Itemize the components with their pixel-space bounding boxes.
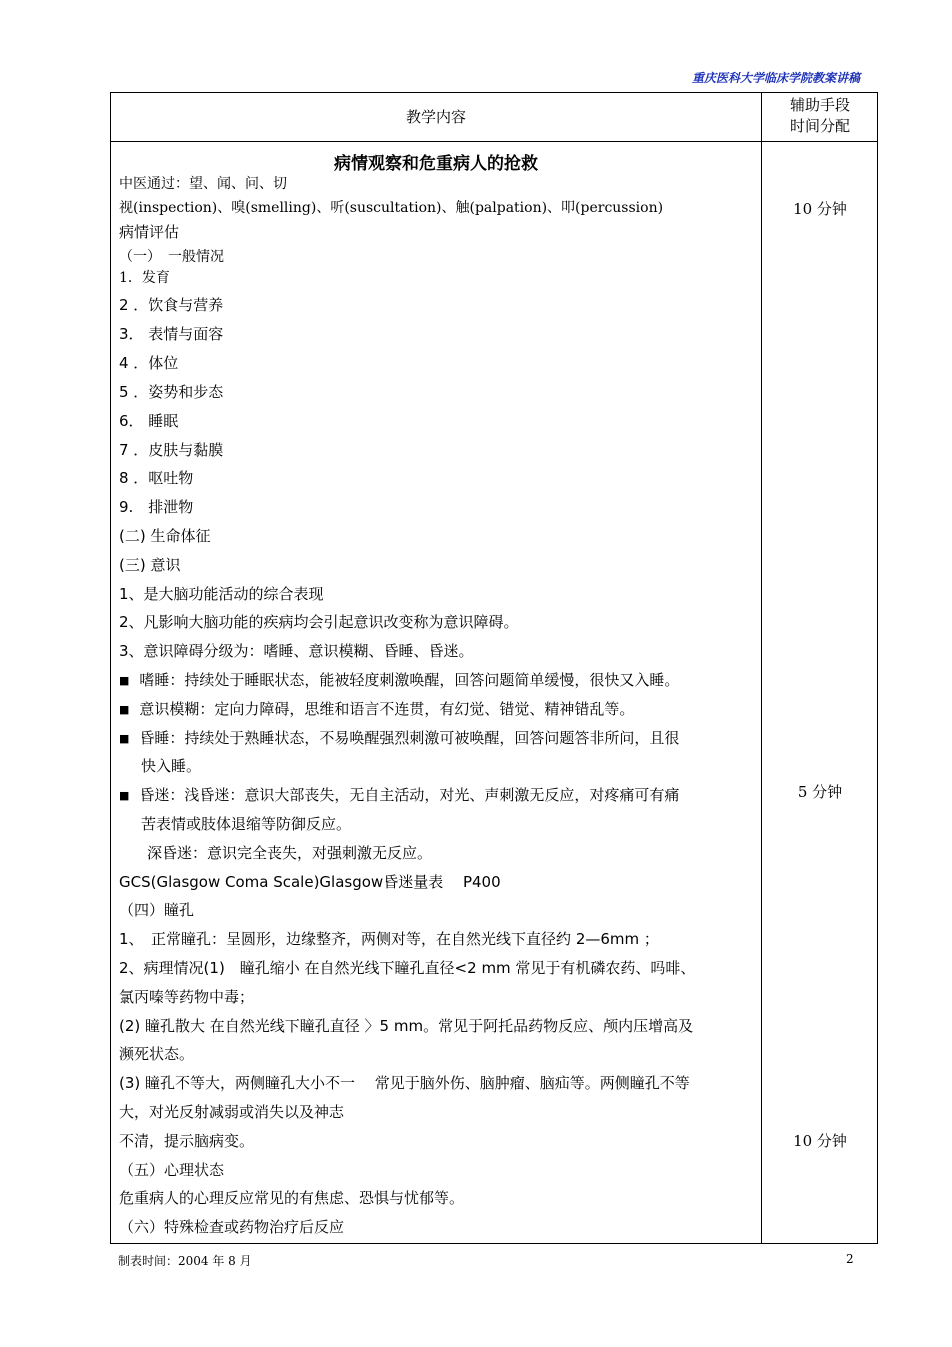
text-line: 6． 睡眠 xyxy=(119,412,179,430)
text-line: 8 ．呕吐物 xyxy=(119,469,194,487)
text-line: 视(inspection)、嗅(smelling)、听(suscultation)、触(palpation)、叩(percussion) xyxy=(119,200,664,216)
text-line: （六）特殊检查或药物治疗后反应 xyxy=(119,1218,345,1236)
text-line: （一） 一般情况 xyxy=(119,249,224,265)
column-header-aux xyxy=(762,95,878,137)
text-line: 濒死状态。 xyxy=(119,1045,195,1063)
bullet-item: ■ 昏睡：持续处于熟睡状态，不易唤醒强烈刺激可被唤醒，回答问题答非所问，且很 xyxy=(119,727,679,748)
text-line: (二) 生命体征 xyxy=(119,527,211,545)
page-number: 2 xyxy=(846,1252,854,1266)
lesson-title: 病情观察和危重病人的抢救 xyxy=(334,154,538,174)
time-allocation: 5 分钟 xyxy=(797,783,843,801)
column-header-content: 教学内容 xyxy=(405,108,466,126)
time-allocation: 10 分钟 xyxy=(793,200,847,218)
text-line: (三) 意识 xyxy=(119,556,181,574)
text-line: 9. 排泄物 xyxy=(119,498,194,516)
text-line: 深昏迷：意识完全丧失，对强刺激无反应。 xyxy=(147,844,433,862)
text-line: 危重病人的心理反应常见的有焦虑、恐惧与忧郁等。 xyxy=(119,1189,465,1207)
document-header-brand: 重庆医科大学临床学院教案讲稿 xyxy=(691,71,860,85)
text-line: 不清，提示脑病变。 xyxy=(119,1132,255,1150)
text-line: 3． 表情与面容 xyxy=(119,325,224,343)
lesson-table xyxy=(110,92,878,1244)
text-line: GCS(Glasgow Coma Scale)Glasgow昏迷量表 P400 xyxy=(119,873,501,891)
header-divider xyxy=(111,141,877,142)
footer-date: 制表时间：2004 年 8 月 xyxy=(118,1254,252,1268)
text-line: 2、凡影响大脑功能的疾病均会引起意识改变称为意识障碍。 xyxy=(119,613,519,631)
text-line: （五）心理状态 xyxy=(119,1161,225,1179)
column-divider xyxy=(761,93,762,1243)
text-line: 大，对光反射减弱或消失以及神志 xyxy=(119,1103,345,1121)
text-line: 1．发育 xyxy=(119,270,170,286)
time-allocation: 10 分钟 xyxy=(793,1132,847,1150)
text-line: 1、是大脑功能活动的综合表现 xyxy=(119,585,324,603)
text-line: 快入睡。 xyxy=(141,757,202,775)
text-line: 2、病理情况(1) 瞳孔缩小 在自然光线下瞳孔直径<2 mm 常见于有机磷农药、吗啡、 xyxy=(119,959,696,977)
bullet-item: ■ 昏迷：浅昏迷：意识大部丧失，无自主活动，对光、声刺激无反应，对疼痛可有痛 xyxy=(119,784,679,805)
text-line: 5 ．姿势和步态 xyxy=(119,383,224,401)
text-line: 中医通过：望、闻、问、切 xyxy=(119,176,287,192)
text-line: 氯丙嗪等药物中毒； xyxy=(119,988,255,1006)
text-line: (3) 瞳孔不等大，两侧瞳孔大小不一 常见于脑外伤、脑肿瘤、脑疝等。两侧瞳孔不等 xyxy=(119,1074,690,1092)
text-line: 2 ．饮食与营养 xyxy=(119,296,224,314)
text-line: 3、意识障碍分级为：嗜睡、意识模糊、昏睡、昏迷。 xyxy=(119,642,474,660)
bullet-item: ■ 意识模糊：定向力障碍，思维和语言不连贯，有幻觉、错觉、精神错乱等。 xyxy=(119,698,634,719)
text-line: 病情评估 xyxy=(119,223,180,241)
text-line: 4 ．体位 xyxy=(119,354,179,372)
column-header-aux-line1: 辅助手段 xyxy=(789,96,850,114)
bullet-item: ■ 嗜睡：持续处于睡眠状态，能被轻度刺激唤醒，回答问题简单缓慢，很快又入睡。 xyxy=(119,669,679,690)
text-line: (2) 瞳孔散大 在自然光线下瞳孔直径 〉5 mm。常见于阿托品药物反应、颅内压增高及 xyxy=(119,1017,694,1035)
column-header-aux-line2: 时间分配 xyxy=(789,117,850,135)
text-line: 7 ．皮肤与黏膜 xyxy=(119,441,224,459)
text-line: 1、 正常瞳孔：呈圆形，边缘整齐，两侧对等，在自然光线下直径约 2—6mm ； xyxy=(119,930,659,948)
text-line: （四）瞳孔 xyxy=(119,901,195,919)
text-line: 苦表情或肢体退缩等防御反应。 xyxy=(141,815,352,833)
